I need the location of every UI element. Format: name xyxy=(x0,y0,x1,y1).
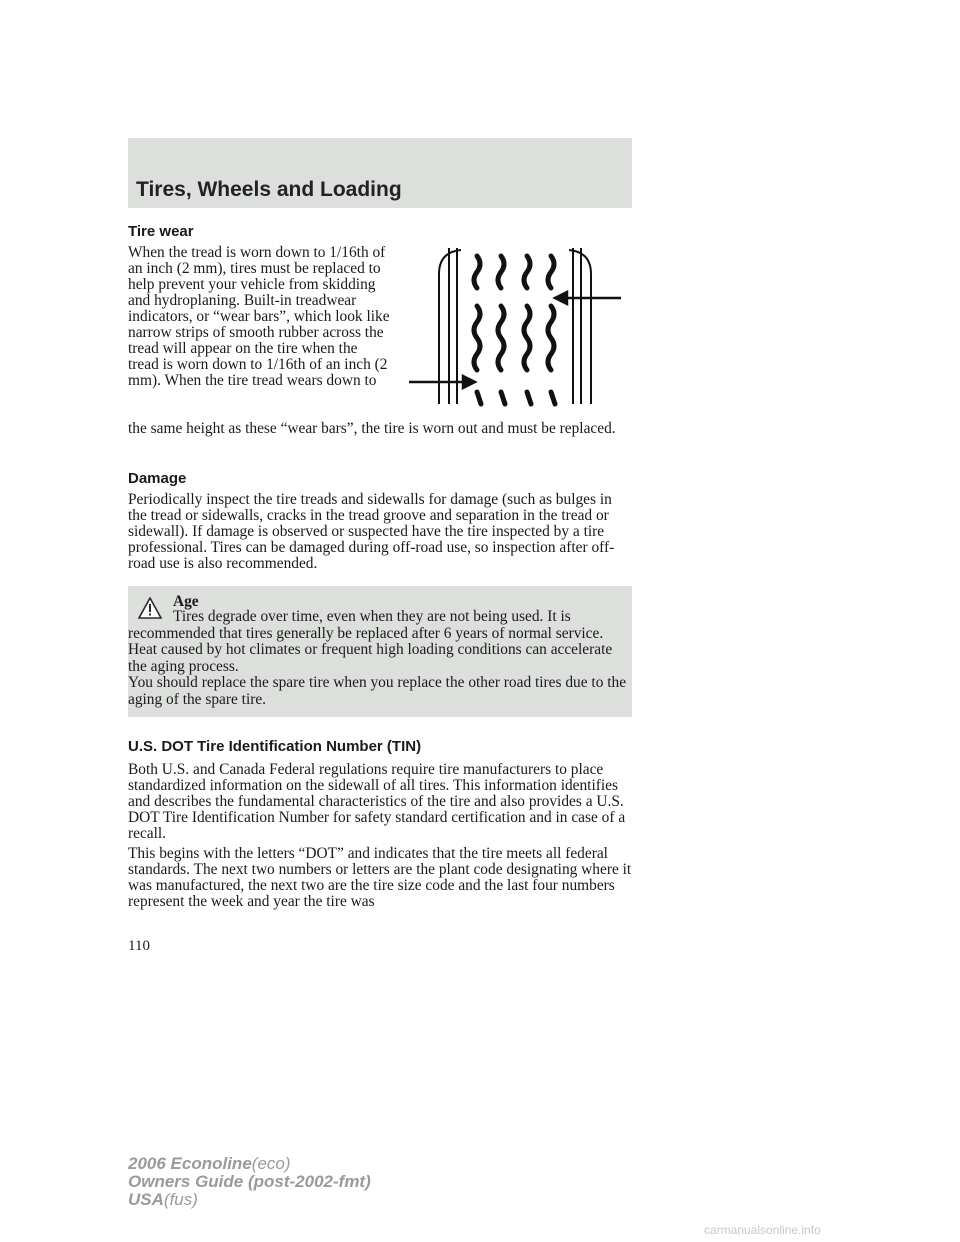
warning-text-spare: You should replace the spare tire when you replace the other road tires due to the aging of the spare tire. xyxy=(128,674,627,708)
warning-title: Age xyxy=(173,593,199,610)
damage-text: Periodically inspect the tire treads and sidewalls for damage (such as bulges in the tread or sidewalls, cracks in the tread groove and separation in the tread or sidewall). If damage is observed or suspected have the tire inspected by a tire professional. Tires can be damaged during off-road use, so inspection after off-road use is also recommended. xyxy=(128,491,615,572)
tin-heading: U.S. DOT Tire Identification Number (TIN) xyxy=(128,738,422,755)
footer-line-3: USA(fus) xyxy=(128,1190,198,1209)
tire-wear-text-continued: the same height as these “wear bars”, the tire is worn out and must be replaced. xyxy=(128,420,616,437)
footer-line-2: Owners Guide (post-2002-fmt) xyxy=(128,1172,371,1191)
tin-paragraph-2: This begins with the letters “DOT” and indicates that the tire meets all federal standards. The next two numbers or letters are the plant code designating where it was manufactured, the next two are the tire size code and the last four numbers represent the week and year the tire was xyxy=(128,845,632,910)
document-footer xyxy=(128,1155,371,1209)
tire-wear-text: When the tread is worn down to 1/16th of an inch (2 mm), tires must be replaced to help prevent your vehicle from skidding and hydroplaning. Built-in treadwear indicators, or “wear bars”, which look like narrow strips of smooth rubber across the tread will appear on the tire when the tread is worn down to 1/16th of an inch (2 mm). When the tire tread wears down to xyxy=(128,244,390,389)
tread-wear-bar-illustration xyxy=(405,244,625,412)
section-title: Tires, Wheels and Loading xyxy=(136,178,402,201)
page-number: 110 xyxy=(128,938,150,954)
footer-line-1: 2006 Econoline(eco) xyxy=(128,1154,291,1173)
tin-paragraph-1: Both U.S. and Canada Federal regulations require tire manufacturers to place standardized information on the sidewall of all tires. This information identifies and describes the fundamental characteristics of the tire and also provides a U.S. DOT Tire Identification Number for safety standard certification and in case of a recall. xyxy=(128,761,626,842)
watermark: carmanualsonline.info xyxy=(704,1223,821,1237)
warning-text: Tires degrade over time, even when they are not being used. It is recommended that tires generally be replaced after 6 years of normal service. Heat caused by hot climates or frequent high loading conditions can accelerate the aging process. xyxy=(128,608,613,675)
damage-heading: Damage xyxy=(128,470,187,487)
tire-wear-heading: Tire wear xyxy=(128,223,194,240)
